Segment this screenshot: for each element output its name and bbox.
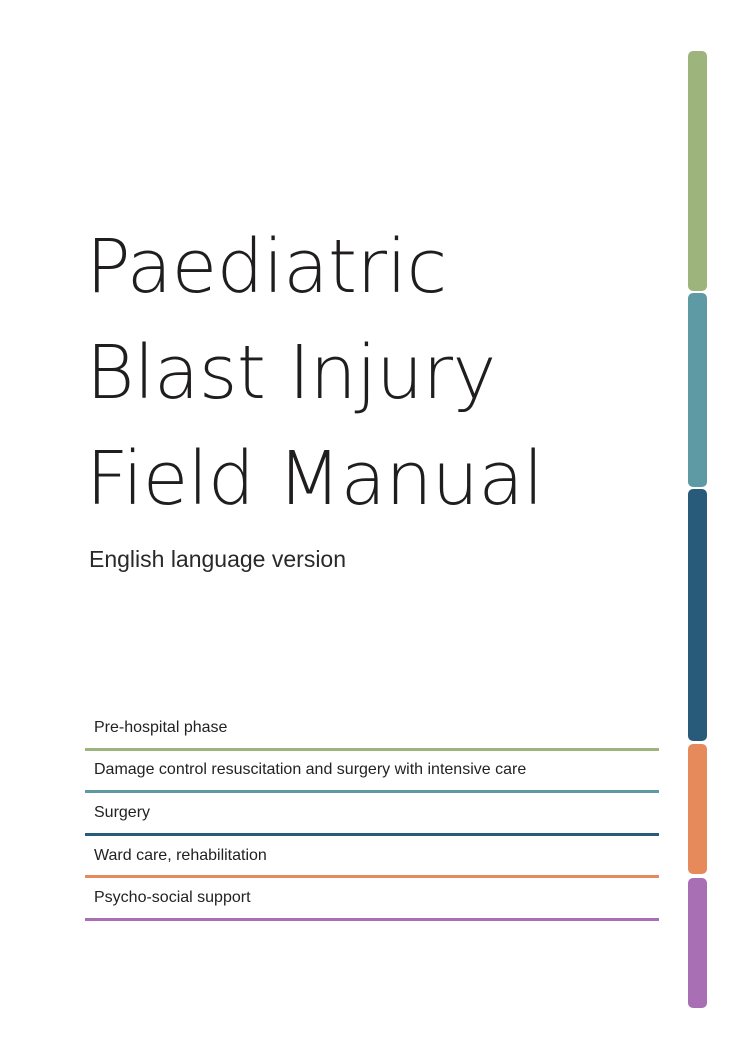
manual-title (86, 214, 543, 532)
section-color-tabs (688, 0, 707, 1056)
section-psycho-social (85, 878, 659, 921)
language-version-subtitle: English language version (89, 546, 347, 572)
section-label: Ward care, rehabilitation (94, 846, 267, 864)
section-list (85, 708, 659, 921)
tab-ward-care (688, 744, 707, 874)
section-label: Surgery (94, 803, 151, 821)
tab-psycho-social (688, 878, 707, 1008)
tab-surgery (688, 489, 707, 741)
tab-damage-control (688, 293, 707, 487)
section-label: Psycho-social support (94, 889, 251, 907)
section-label: Damage control resuscitation and surgery with intensive care (94, 761, 527, 779)
tab-pre-hospital (688, 51, 707, 291)
section-damage-control (85, 751, 659, 794)
title-line-3: Field Manual (86, 436, 544, 522)
section-label: Pre-hospital phase (94, 718, 228, 736)
title-line-2: Blast Injury (86, 330, 496, 416)
section-ward-care (85, 836, 659, 879)
title-line-1: Paediatric (86, 224, 447, 310)
section-surgery (85, 793, 659, 836)
section-pre-hospital (85, 708, 659, 751)
